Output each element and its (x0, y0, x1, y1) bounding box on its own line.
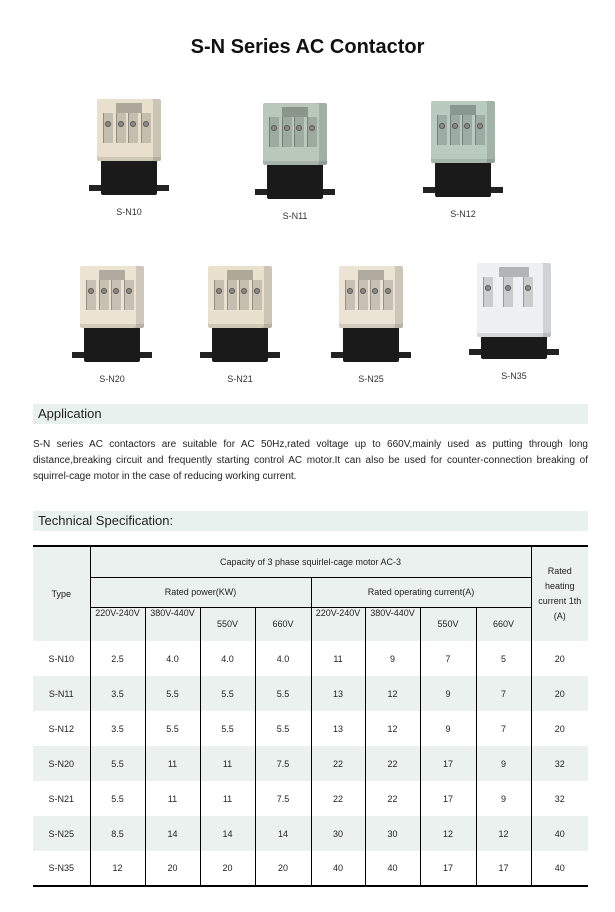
terminal-slot (307, 117, 317, 147)
cell-current: 22 (365, 746, 420, 781)
contactor-housing (339, 266, 403, 328)
table-row (33, 851, 588, 886)
spec-table (33, 545, 588, 887)
contactor-drawing (208, 266, 272, 362)
terminal-slot (523, 277, 533, 307)
cell-power: 20 (145, 851, 200, 886)
contactor-base (212, 324, 268, 362)
terminal-slot (358, 280, 368, 310)
terminal-screw (372, 288, 378, 294)
cell-power: 7.5 (255, 746, 311, 781)
cell-power: 8.5 (90, 816, 145, 851)
terminal-screw (296, 125, 302, 131)
table-row (33, 676, 588, 711)
terminal-slot (116, 113, 126, 143)
cell-power: 14 (200, 816, 255, 851)
terminal-screw (347, 288, 353, 294)
cell-power: 11 (200, 781, 255, 816)
cell-heating: 40 (531, 816, 588, 851)
cell-power: 5.5 (200, 711, 255, 746)
cell-heating: 20 (531, 711, 588, 746)
table-row (33, 746, 588, 781)
terminal-slot (141, 113, 151, 143)
contactor-drawing (477, 263, 551, 359)
cell-current: 9 (365, 641, 420, 676)
cell-current: 22 (311, 746, 365, 781)
terminal-screw (130, 121, 136, 127)
contactor-drawing (431, 101, 495, 197)
product-s-n12 (408, 97, 518, 219)
cell-current: 13 (311, 676, 365, 711)
product-caption: S-N21 (227, 374, 253, 384)
cell-power: 20 (200, 851, 255, 886)
terminal-screw (385, 288, 391, 294)
terminal-slot (462, 115, 472, 145)
cell-power: 3.5 (90, 711, 145, 746)
spec-header (33, 511, 588, 531)
contactor-image (459, 259, 569, 369)
contactor-top-plate (499, 267, 529, 277)
contactor-housing (97, 99, 161, 161)
page-title: S-N Series AC Contactor (190, 36, 425, 58)
terminal-slot (503, 277, 513, 307)
contactor-image (316, 262, 426, 372)
product-s-n11 (240, 99, 350, 221)
terminal-screw (101, 288, 107, 294)
terminal-screw (439, 123, 445, 129)
cell-current: 11 (311, 641, 365, 676)
terminal-slot (383, 280, 393, 310)
cell-current: 30 (365, 816, 420, 851)
contactor-housing (80, 266, 144, 328)
cell-power: 3.5 (90, 676, 145, 711)
cell-type: S-N10 (33, 641, 90, 676)
cell-current: 7 (476, 711, 531, 746)
terminal-screw (505, 285, 511, 291)
contactor-image (408, 97, 518, 207)
header-current-v4: 660V (476, 607, 531, 641)
table-row (33, 781, 588, 816)
contactor-drawing (263, 103, 327, 199)
contactor-base (101, 157, 157, 195)
terminal-screw (452, 123, 458, 129)
cell-power: 5.5 (255, 676, 311, 711)
contactor-drawing (339, 266, 403, 362)
contactor-image (74, 95, 184, 205)
cell-power: 5.5 (200, 676, 255, 711)
cell-heating: 20 (531, 676, 588, 711)
terminal-screw (216, 288, 222, 294)
cell-current: 40 (311, 851, 365, 886)
header-type: Type (33, 546, 90, 641)
contactor-base (84, 324, 140, 362)
cell-power: 20 (255, 851, 311, 886)
cell-current: 22 (311, 781, 365, 816)
cell-power: 5.5 (90, 781, 145, 816)
contactor-top-plate (227, 270, 253, 280)
table-row (33, 711, 588, 746)
terminal-slot (252, 280, 262, 310)
product-s-n20 (57, 262, 167, 384)
cell-current: 22 (365, 781, 420, 816)
cell-power: 11 (145, 746, 200, 781)
contactor-image (57, 262, 167, 372)
cell-heating: 32 (531, 781, 588, 816)
terminal-slot (294, 117, 304, 147)
cell-power: 12 (90, 851, 145, 886)
contactor-housing (477, 263, 551, 337)
table-row (33, 641, 588, 676)
contactor-top-plate (116, 103, 142, 113)
terminal-screw (309, 125, 315, 131)
contactor-top-plate (99, 270, 125, 280)
contactor-drawing (97, 99, 161, 195)
terminal-slot (239, 280, 249, 310)
cell-power: 11 (200, 746, 255, 781)
terminal-slot (128, 113, 138, 143)
contactor-base (435, 159, 491, 197)
terminal-slot (475, 115, 485, 145)
cell-type: S-N11 (33, 676, 90, 711)
cell-current: 5 (476, 641, 531, 676)
cell-power: 14 (255, 816, 311, 851)
terminal-screw (241, 288, 247, 294)
header-current: Rated operating current(A) (311, 577, 531, 607)
cell-current: 17 (476, 851, 531, 886)
cell-current: 9 (476, 746, 531, 781)
product-s-n25 (316, 262, 426, 384)
cell-current: 7 (420, 641, 476, 676)
cell-current: 9 (420, 711, 476, 746)
cell-power: 4.0 (200, 641, 255, 676)
cell-current: 40 (365, 851, 420, 886)
product-caption: S-N12 (450, 209, 476, 219)
cell-heating: 20 (531, 641, 588, 676)
cell-heating: 40 (531, 851, 588, 886)
terminal-slot (282, 117, 292, 147)
terminal-screw (118, 121, 124, 127)
product-caption: S-N20 (99, 374, 125, 384)
terminal-screw (113, 288, 119, 294)
terminal-slot (103, 113, 113, 143)
cell-current: 9 (420, 676, 476, 711)
cell-current: 17 (420, 851, 476, 886)
terminal-screw (485, 285, 491, 291)
cell-type: S-N20 (33, 746, 90, 781)
terminal-screw (126, 288, 132, 294)
terminal-screw (143, 121, 149, 127)
header-power-v1: 220V-240V (90, 607, 145, 624)
header-capacity: Capacity of 3 phase squirlel-cage motor AC-3 (90, 546, 531, 577)
cell-current: 7 (476, 676, 531, 711)
application-header (33, 404, 588, 424)
product-caption: S-N10 (116, 207, 142, 217)
cell-current: 13 (311, 711, 365, 746)
cell-current: 12 (420, 816, 476, 851)
cell-power: 11 (145, 781, 200, 816)
cell-power: 5.5 (145, 676, 200, 711)
contactor-base (267, 161, 323, 199)
contactor-image (240, 99, 350, 209)
terminal-screw (284, 125, 290, 131)
cell-power: 4.0 (255, 641, 311, 676)
terminal-slot (450, 115, 460, 145)
terminal-slot (214, 280, 224, 310)
cell-current: 12 (365, 711, 420, 746)
header-power: Rated power(KW) (90, 577, 311, 607)
terminal-screw (229, 288, 235, 294)
cell-power: 5.5 (145, 711, 200, 746)
application-text: S-N series AC contactors are suitable for AC 50Hz,rated voltage up to 660V,mainly used as putting through long distance,breaking circuit and frequently starting control AC motor.It can also be used for counter-connection breaking of squirrel-cage motor in the case of reducing working current. (33, 439, 588, 482)
spec-heading: Technical Specification: (38, 513, 174, 528)
header-heating: Rated heating current 1th (A) (531, 546, 588, 641)
terminal-slot (269, 117, 279, 147)
contactor-housing (208, 266, 272, 328)
terminal-screw (464, 123, 470, 129)
contactor-housing (263, 103, 327, 165)
contactor-image (185, 262, 295, 372)
header-current-v1: 220V-240V (311, 607, 365, 624)
contactor-base (343, 324, 399, 362)
terminal-slot (111, 280, 121, 310)
product-caption: S-N11 (282, 211, 308, 221)
header-current-v2: 380V-440V (365, 607, 420, 624)
contactor-top-plate (450, 105, 476, 115)
cell-type: S-N21 (33, 781, 90, 816)
terminal-screw (477, 123, 483, 129)
terminal-slot (345, 280, 355, 310)
terminal-screw (360, 288, 366, 294)
contactor-housing (431, 101, 495, 163)
contactor-top-plate (282, 107, 308, 117)
terminal-slot (99, 280, 109, 310)
contactor-top-plate (358, 270, 384, 280)
terminal-screw (525, 285, 531, 291)
product-caption: S-N35 (501, 371, 527, 381)
contactor-drawing (80, 266, 144, 362)
cell-power: 14 (145, 816, 200, 851)
cell-heating: 32 (531, 746, 588, 781)
application-heading: Application (38, 406, 102, 421)
cell-current: 30 (311, 816, 365, 851)
cell-type: S-N25 (33, 816, 90, 851)
cell-power: 5.5 (255, 711, 311, 746)
cell-current: 9 (476, 781, 531, 816)
cell-current: 12 (476, 816, 531, 851)
product-s-n10 (74, 95, 184, 217)
terminal-screw (254, 288, 260, 294)
header-power-v3: 550V (200, 607, 255, 641)
cell-power: 2.5 (90, 641, 145, 676)
table-row (33, 816, 588, 851)
cell-current: 12 (365, 676, 420, 711)
terminal-slot (370, 280, 380, 310)
terminal-slot (437, 115, 447, 145)
terminal-screw (271, 125, 277, 131)
product-s-n35 (459, 259, 569, 381)
terminal-slot (86, 280, 96, 310)
terminal-screw (88, 288, 94, 294)
terminal-slot (483, 277, 493, 307)
cell-type: S-N12 (33, 711, 90, 746)
cell-power: 7.5 (255, 781, 311, 816)
product-s-n21 (185, 262, 295, 384)
terminal-slot (124, 280, 134, 310)
header-power-v2: 380V-440V (145, 607, 200, 624)
header-power-v4: 660V (255, 607, 311, 641)
header-current-v3: 550V (420, 607, 476, 641)
terminal-screw (105, 121, 111, 127)
cell-power: 5.5 (90, 746, 145, 781)
cell-current: 17 (420, 746, 476, 781)
product-caption: S-N25 (358, 374, 384, 384)
cell-type: S-N35 (33, 851, 90, 886)
terminal-slot (227, 280, 237, 310)
cell-power: 4.0 (145, 641, 200, 676)
cell-current: 17 (420, 781, 476, 816)
